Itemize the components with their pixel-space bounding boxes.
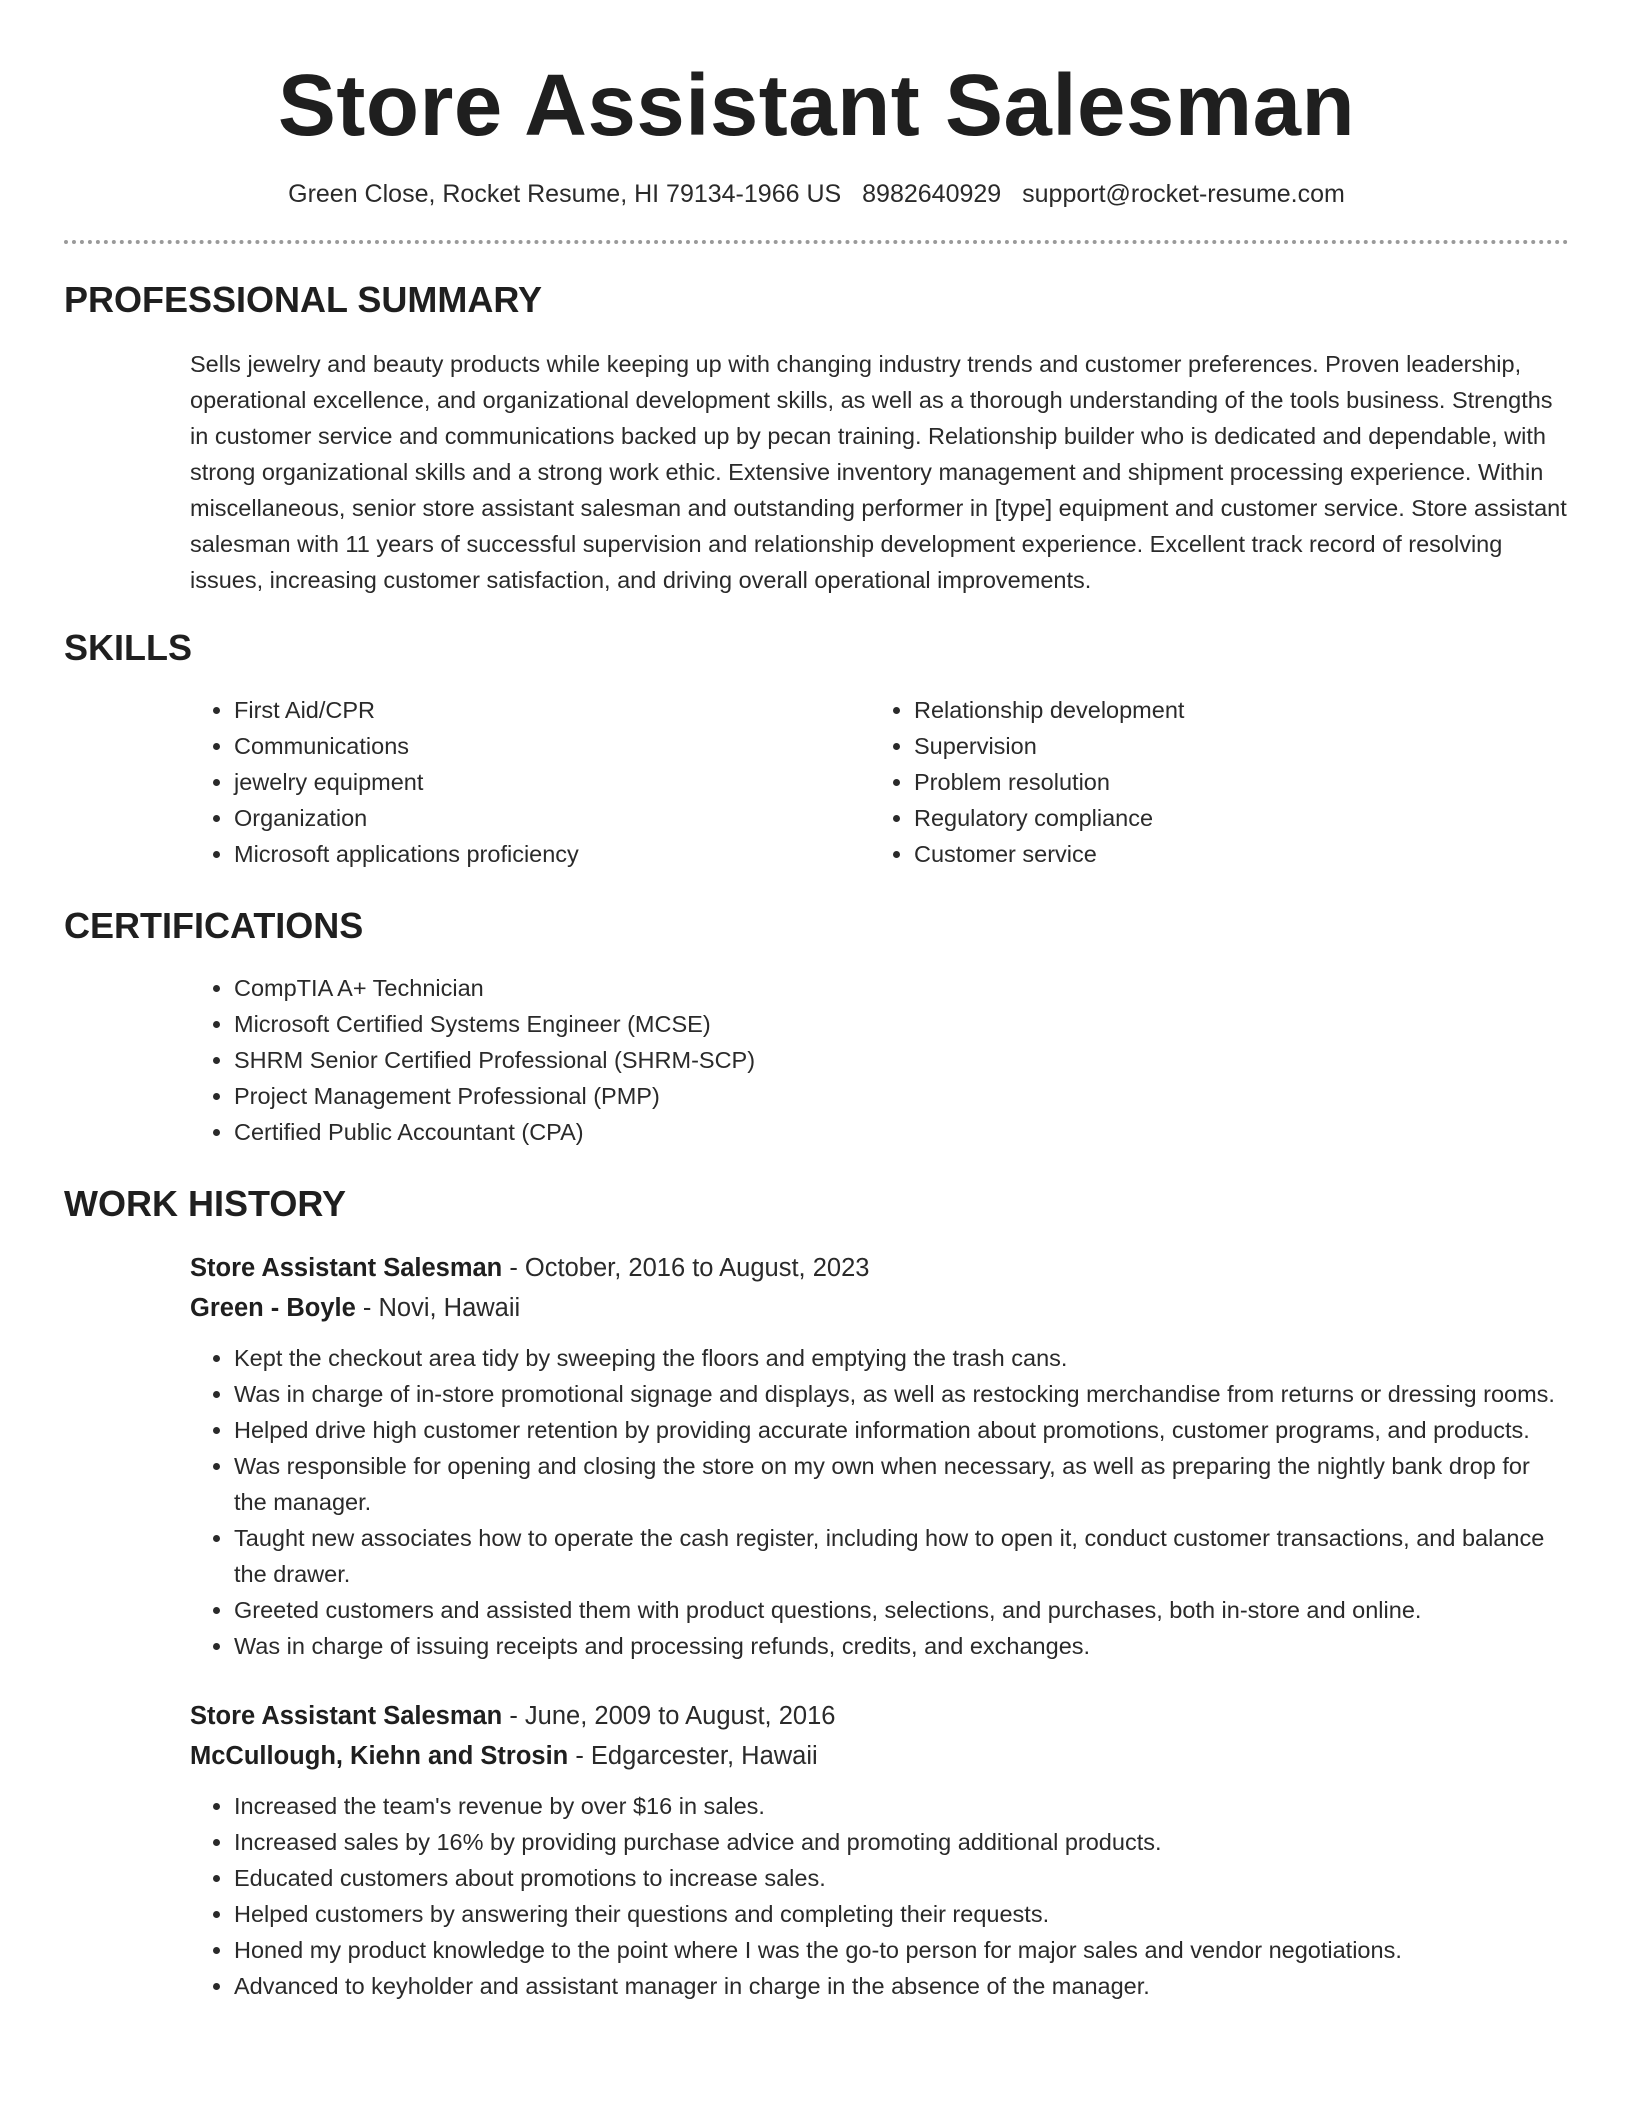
skill-item: • Supervision [914, 728, 1550, 764]
skill-item: • First Aid/CPR [234, 692, 870, 728]
skill-item: • Relationship development [914, 692, 1550, 728]
job-bullet: • Honed my product knowledge to the point where I was the go-to person for major sales and vendor negotiations. [234, 1932, 1569, 1968]
job-bullet: • Increased the team's revenue by over $16 in sales. [234, 1788, 1569, 1824]
certification-item: • Project Management Professional (PMP) [234, 1078, 1569, 1114]
skill-item: • Organization [234, 800, 870, 836]
job-dates: - October, 2016 to August, 2023 [502, 1254, 870, 1282]
work-history-section [64, 1182, 1569, 2004]
summary-heading: PROFESSIONAL SUMMARY [64, 279, 543, 320]
skill-item: • Regulatory compliance [914, 800, 1550, 836]
job-bullet: • Taught new associates how to operate the cash register, including how to open it, conduct customer transactions, and balance the drawer. [234, 1520, 1569, 1592]
resume-name: Store Assistant Salesman [277, 57, 1356, 154]
certification-item: • SHRM Senior Certified Professional (SHRM-SCP) [234, 1042, 1569, 1078]
job-bullet: • Increased sales by 16% by providing purchase advice and promoting additional products. [234, 1824, 1569, 1860]
contact-line [64, 178, 1569, 210]
job-bullets [190, 1788, 1569, 2004]
job-title: Store Assistant Salesman [190, 1254, 503, 1282]
job-bullet: • Kept the checkout area tidy by sweeping the floors and emptying the trash cans. [234, 1340, 1569, 1376]
job-bullet: • Helped drive high customer retention by providing accurate information about promotions, customer programs, and products. [234, 1412, 1569, 1448]
certifications-list [190, 970, 1569, 1150]
skill-item: • Customer service [914, 836, 1550, 872]
certification-item: • Microsoft Certified Systems Engineer (MCSE) [234, 1006, 1569, 1042]
job-title: Store Assistant Salesman [190, 1702, 503, 1730]
contact-phone: 8982640929 [862, 180, 1002, 208]
job-bullet: • Helped customers by answering their questions and completing their requests. [234, 1896, 1569, 1932]
summary-section [64, 278, 1569, 598]
certifications-heading: CERTIFICATIONS [64, 905, 364, 946]
skills-columns [190, 692, 1569, 872]
skills-section [64, 626, 1569, 872]
job-company: McCullough, Kiehn and Strosin [190, 1742, 569, 1770]
skills-right-list [870, 692, 1550, 872]
header-divider [64, 240, 1569, 244]
job-bullet: • Advanced to keyholder and assistant manager in charge in the absence of the manager. [234, 1968, 1569, 2004]
summary-text: Sells jewelry and beauty products while keeping up with changing industry trends and customer preferences. Proven leadership, operational excellence, and organizational development skills, as well as a thorough understanding of the tools business. Strengths in customer service and communications backed up by pecan training. Relationship builder who is dedicated and dependable, with strong organizational skills and a strong work ethic. Extensive inventory management and shipment processing experience. Within miscellaneous, senior store assistant salesman and outstanding performer in [type] equipment and customer service. Store assistant salesman with 11 years of successful supervision and relationship development experience. Excellent track record of resolving issues, increasing customer satisfaction, and driving overall operational improvements. [190, 351, 1567, 593]
job-bullet: • Was in charge of in-store promotional signage and displays, as well as restocking merchandise from returns or dressing rooms. [234, 1376, 1569, 1412]
job-location: - Edgarcester, Hawaii [568, 1742, 818, 1770]
job-company: Green - Boyle [190, 1294, 356, 1322]
job-company-line [190, 1736, 1569, 1776]
skills-left-list [190, 692, 870, 872]
resume-page [64, 0, 1569, 2004]
job-dates: - June, 2009 to August, 2016 [502, 1702, 836, 1730]
job-bullet: • Greeted customers and assisted them with product questions, selections, and purchases, both in-store and online. [234, 1592, 1569, 1628]
certification-item: • Certified Public Accountant (CPA) [234, 1114, 1569, 1150]
skill-item: • Problem resolution [914, 764, 1550, 800]
job-bullet: • Was responsible for opening and closing the store on my own when necessary, as well as preparing the nightly bank drop for the manager. [234, 1448, 1569, 1520]
work-history-heading: WORK HISTORY [64, 1183, 347, 1224]
contact-email: support@rocket-resume.com [1022, 180, 1345, 208]
job-bullet: • Was in charge of issuing receipts and processing refunds, credits, and exchanges. [234, 1628, 1569, 1664]
job-title-line [190, 1696, 1569, 1736]
skill-item: • jewelry equipment [234, 764, 870, 800]
skill-item: • Communications [234, 728, 870, 764]
job-title-line [190, 1248, 1569, 1288]
certifications-section [64, 904, 1569, 1150]
job-bullet: • Educated customers about promotions to increase sales. [234, 1860, 1569, 1896]
skill-item: • Microsoft applications proficiency [234, 836, 870, 872]
job-location: - Novi, Hawaii [355, 1294, 521, 1322]
skills-heading: SKILLS [64, 627, 193, 668]
certification-item: • CompTIA A+ Technician [234, 970, 1569, 1006]
contact-address: Green Close, Rocket Resume, HI 79134-1966 US [288, 180, 842, 208]
job-company-line [190, 1288, 1569, 1328]
job-bullets [190, 1340, 1569, 1664]
